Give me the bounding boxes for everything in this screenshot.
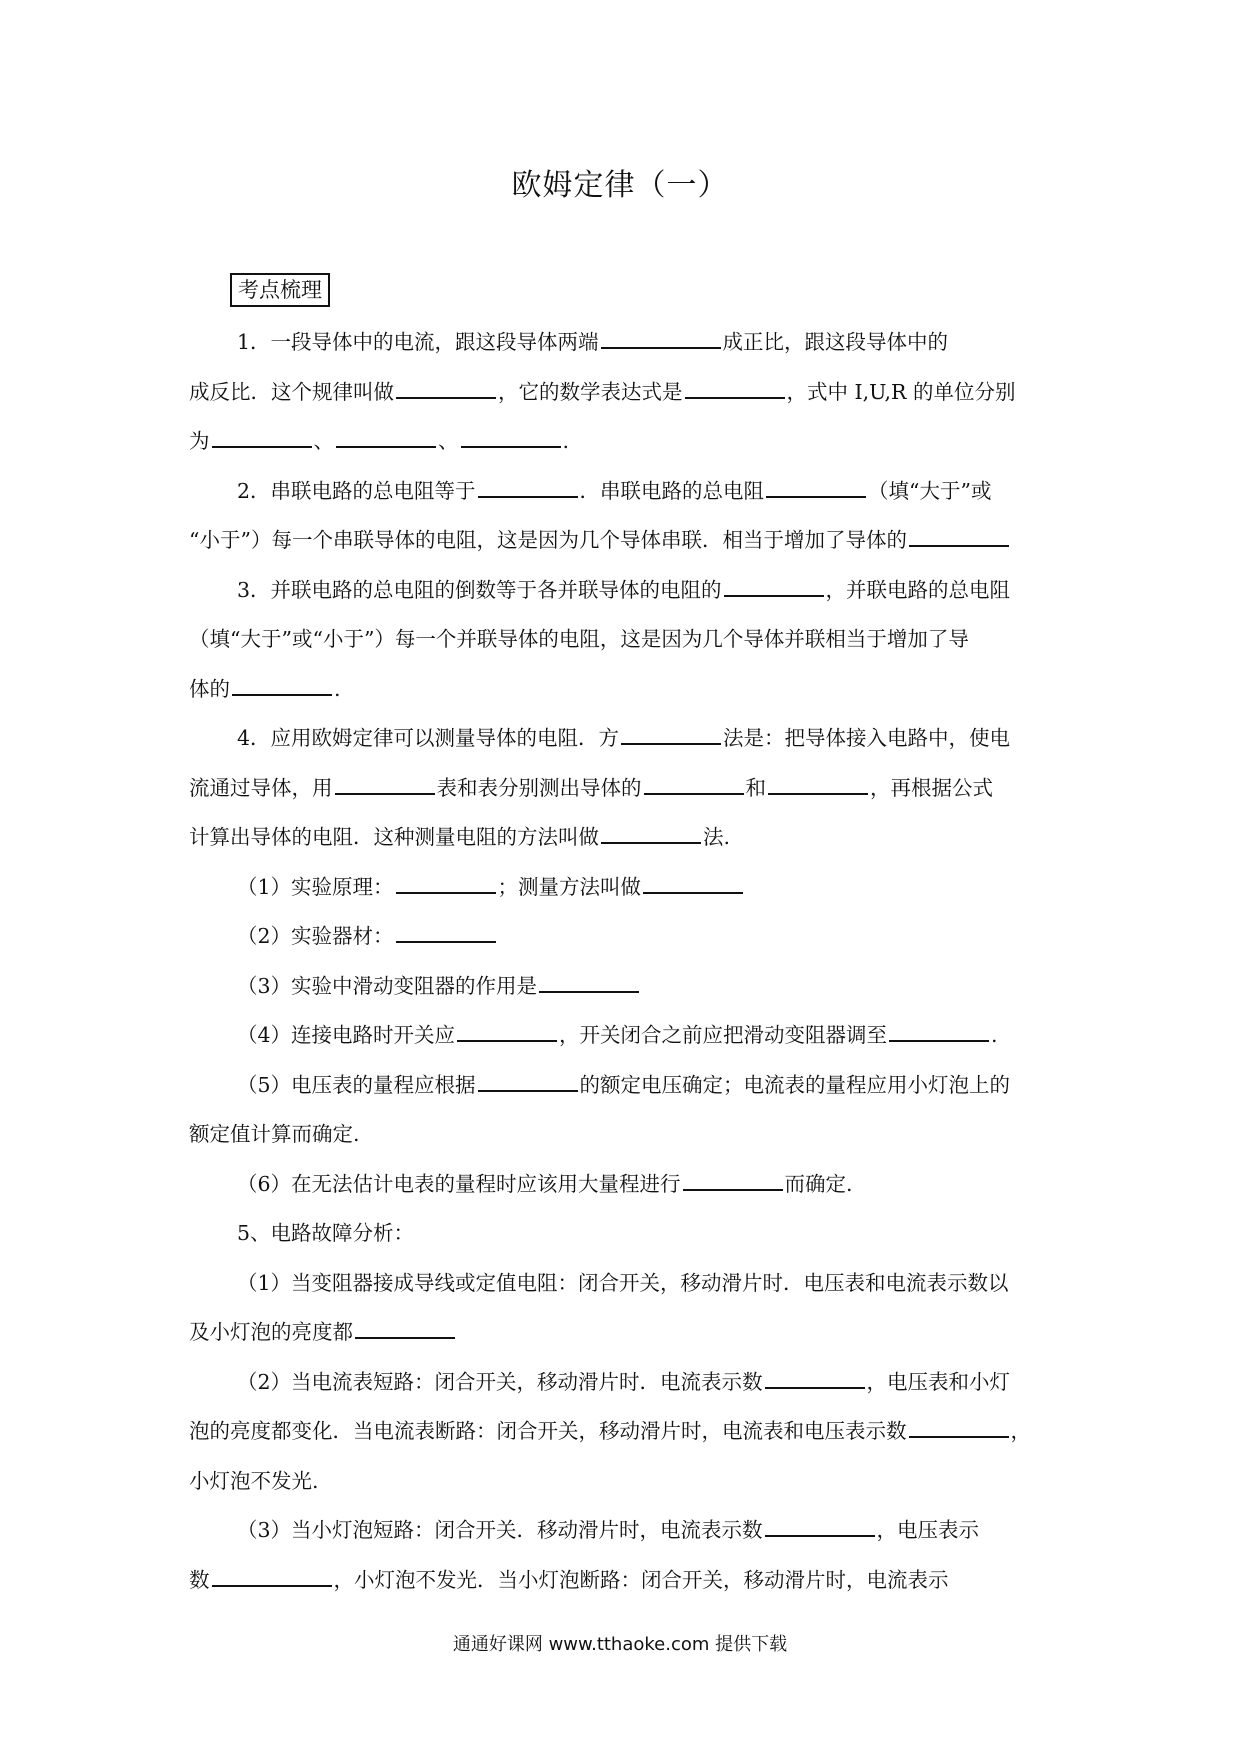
- page-title: 欧姆定律（一）: [511, 168, 729, 203]
- text: ．串联电路的总电阻: [579, 478, 765, 503]
- text: ，: [1010, 1419, 1031, 1443]
- fill-blank[interactable]: [457, 1020, 557, 1042]
- fill-blank[interactable]: [461, 426, 561, 448]
- text: 体的: [189, 676, 230, 701]
- fill-blank[interactable]: [909, 525, 1009, 547]
- document-body: [189, 318, 1057, 1605]
- text: ，小灯泡不发光．当小灯泡断路：闭合开关，移动滑片时，电流表示: [333, 1567, 949, 1592]
- fill-blank[interactable]: [724, 575, 824, 597]
- text: 和: [745, 775, 766, 800]
- section-label: 考点梳理: [230, 273, 330, 307]
- text: 5、电路故障分析：: [237, 1221, 415, 1245]
- text: 法是：把导体接入电路中，使电: [723, 726, 1011, 750]
- text: （2）当电流表短路：闭合开关，移动滑片时．电流表示数: [237, 1369, 763, 1394]
- text: 2．串联电路的总电阻等于: [237, 478, 476, 503]
- text: 小灯泡不发光.: [189, 1468, 319, 1493]
- fill-blank[interactable]: [889, 1020, 989, 1042]
- text: .: [334, 676, 341, 701]
- text: （4）连接电路时开关应: [237, 1023, 456, 1047]
- fill-blank[interactable]: [478, 476, 578, 498]
- text: （填“大于”或: [868, 478, 992, 503]
- fill-blank[interactable]: [643, 872, 743, 894]
- text: 1．一段导体中的电流，跟这段导体两端: [237, 330, 599, 354]
- fill-blank[interactable]: [539, 971, 639, 993]
- fill-blank[interactable]: [621, 723, 721, 745]
- item-3: [189, 566, 1057, 715]
- footer-text: 通通好课网 www.tthaoke.com 提供下载: [452, 1634, 788, 1655]
- text: （3）当小灯泡短路：闭合开关．移动滑片时，电流表示数: [237, 1518, 763, 1542]
- text: 泡的亮度都变化．当电流表断路：闭合开关，移动滑片时，电流表和电压表示数: [189, 1419, 907, 1443]
- fill-blank[interactable]: [336, 426, 436, 448]
- text: （3）实验中滑动变阻器的作用是: [237, 973, 538, 998]
- text: （6）在无法估计电表的量程时应该用大量程进行: [237, 1171, 681, 1196]
- fill-blank[interactable]: [601, 327, 721, 349]
- fill-blank[interactable]: [644, 773, 744, 795]
- fill-blank[interactable]: [335, 773, 435, 795]
- fill-blank[interactable]: [909, 1416, 1009, 1438]
- text: ，开关闭合之前应把滑动变阻器调至: [559, 1023, 888, 1047]
- text: 的额定电压确定；电流表的量程应用小灯泡上的: [579, 1072, 1011, 1097]
- text: 4．应用欧姆定律可以测量导体的电阻．方: [237, 726, 620, 750]
- text: 额定值计算而确定.: [189, 1122, 360, 1146]
- text: 为: [189, 429, 210, 453]
- text: ；测量方法叫做: [497, 874, 642, 899]
- text: 计算出导体的电阻．这种测量电阻的方法叫做: [189, 825, 599, 849]
- fill-blank[interactable]: [232, 674, 332, 696]
- text: 成正比，跟这段导体中的: [722, 330, 949, 354]
- text: 数: [189, 1567, 210, 1592]
- text: “小于”）每一个串联导体的电阻，这是因为几个导体串联．相当于增加了导体的: [189, 528, 907, 552]
- text: 、: [313, 429, 334, 453]
- text: （5）电压表的量程应根据: [237, 1072, 476, 1097]
- sub-item-3: [189, 962, 1057, 1012]
- fill-blank[interactable]: [212, 1565, 332, 1587]
- item-1: [189, 318, 1057, 467]
- item-5: [189, 1209, 1057, 1259]
- fill-blank[interactable]: [478, 1070, 578, 1092]
- fill-blank[interactable]: [765, 1515, 875, 1537]
- sub-item-6: [189, 1160, 1057, 1210]
- text: .: [562, 429, 570, 453]
- item-2: [189, 467, 1057, 566]
- text: ，电压表示: [876, 1518, 980, 1542]
- fill-blank[interactable]: [212, 426, 312, 448]
- text: 流通过导体，用: [189, 775, 333, 800]
- fill-blank[interactable]: [601, 822, 701, 844]
- fault-2: [189, 1358, 1057, 1507]
- sub-item-4: [189, 1011, 1057, 1061]
- text: 表和表分别测出导体的: [436, 775, 642, 800]
- fault-1: [189, 1259, 1057, 1358]
- sub-item-2: [189, 912, 1057, 962]
- text: （填“大于”或“小于”）每一个并联导体的电阻，这是因为几个导体并联相当于增加了导: [189, 627, 969, 651]
- text: （1）当变阻器接成导线或定值电阻：闭合开关，移动滑片时．电压表和电流表示数以: [237, 1270, 1009, 1295]
- text: ，并联电路的总电阻: [825, 577, 1011, 602]
- fill-blank[interactable]: [685, 377, 785, 399]
- text: 、: [438, 429, 459, 453]
- fill-blank[interactable]: [768, 773, 868, 795]
- sub-item-1: [189, 863, 1057, 913]
- sub-item-5: [189, 1061, 1057, 1160]
- fill-blank[interactable]: [396, 377, 496, 399]
- fill-blank[interactable]: [683, 1169, 783, 1191]
- text: 而确定.: [784, 1171, 853, 1196]
- text: 3．并联电路的总电阻的倒数等于各并联导体的电阻的: [237, 577, 722, 602]
- text: .: [991, 1023, 998, 1047]
- fill-blank[interactable]: [396, 921, 496, 943]
- text: ，式中 I,U,R 的单位分别: [786, 379, 1016, 404]
- text: ，电压表和小灯: [866, 1369, 1011, 1394]
- item-4: [189, 714, 1057, 863]
- fault-3: [189, 1506, 1057, 1605]
- fill-blank[interactable]: [396, 872, 496, 894]
- text: 及小灯泡的亮度都: [189, 1320, 353, 1344]
- text: （2）实验器材：: [237, 924, 394, 948]
- text: （1）实验原理：: [237, 874, 394, 899]
- text: ，再根据公式: [870, 775, 993, 800]
- text: ，它的数学表达式是: [498, 379, 683, 404]
- text: 法.: [703, 825, 731, 849]
- fill-blank[interactable]: [765, 1367, 865, 1389]
- text: 成反比．这个规律叫做: [189, 379, 394, 404]
- fill-blank[interactable]: [355, 1317, 455, 1339]
- fill-blank[interactable]: [766, 476, 866, 498]
